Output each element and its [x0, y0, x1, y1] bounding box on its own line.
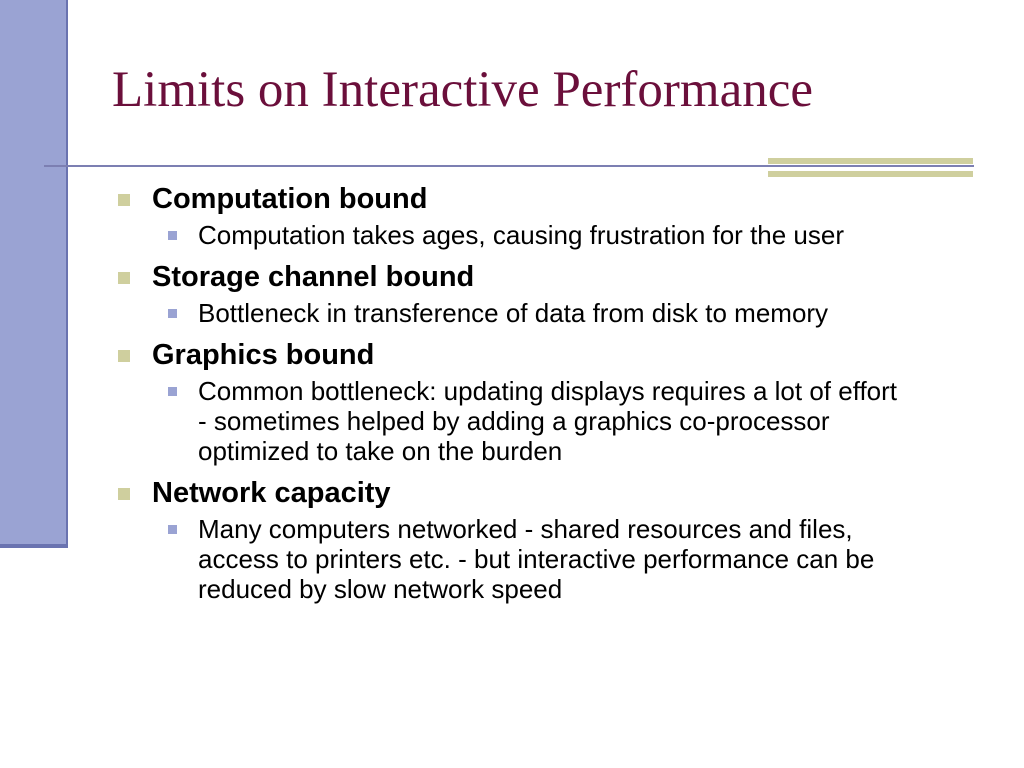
bullet-item-storage — [114, 258, 974, 296]
slide-body — [114, 178, 974, 612]
sub-bullet-text: Many computers networked - shared resources and files, access to printers etc. - but interactive performance can be reduced by slow network speed — [198, 514, 875, 604]
square-bullet-icon — [118, 194, 130, 206]
sub-bullet-text: Computation takes ages, causing frustration for the user — [198, 220, 845, 250]
sub-bullet-item — [114, 220, 878, 250]
square-bullet-icon — [118, 272, 130, 284]
bullet-item-graphics — [114, 336, 974, 374]
small-square-bullet-icon — [168, 387, 177, 396]
sub-bullet-text: Common bottleneck: updating displays requires a lot of effort - sometimes helped by adding a graphics co-processor optimized to take on the burden — [198, 376, 898, 466]
bullet-heading: Graphics bound — [152, 339, 375, 371]
bullet-heading: Storage channel bound — [152, 261, 475, 293]
bullet-heading: Network capacity — [152, 477, 391, 509]
accent-stripes — [768, 158, 973, 178]
sub-bullet-item — [114, 298, 998, 328]
left-bar-shadow — [0, 544, 68, 548]
bullet-item-computation — [114, 180, 974, 218]
square-bullet-icon — [118, 488, 130, 500]
sub-bullet-text: Bottleneck in transference of data from disk to memory — [198, 298, 829, 328]
accent-stripe-top — [768, 158, 973, 164]
small-square-bullet-icon — [168, 525, 177, 534]
sub-bullet-item — [114, 376, 898, 466]
accent-stripe-bottom — [768, 171, 973, 177]
left-bar-edge — [66, 0, 68, 548]
sub-bullet-item — [114, 514, 898, 604]
slide-title: Limits on Interactive Performance — [112, 62, 813, 118]
small-square-bullet-icon — [168, 231, 177, 240]
bullet-item-network — [114, 474, 974, 512]
small-square-bullet-icon — [168, 309, 177, 318]
square-bullet-icon — [118, 350, 130, 362]
left-decorative-bar — [0, 0, 66, 544]
bullet-heading: Computation bound — [152, 183, 428, 215]
